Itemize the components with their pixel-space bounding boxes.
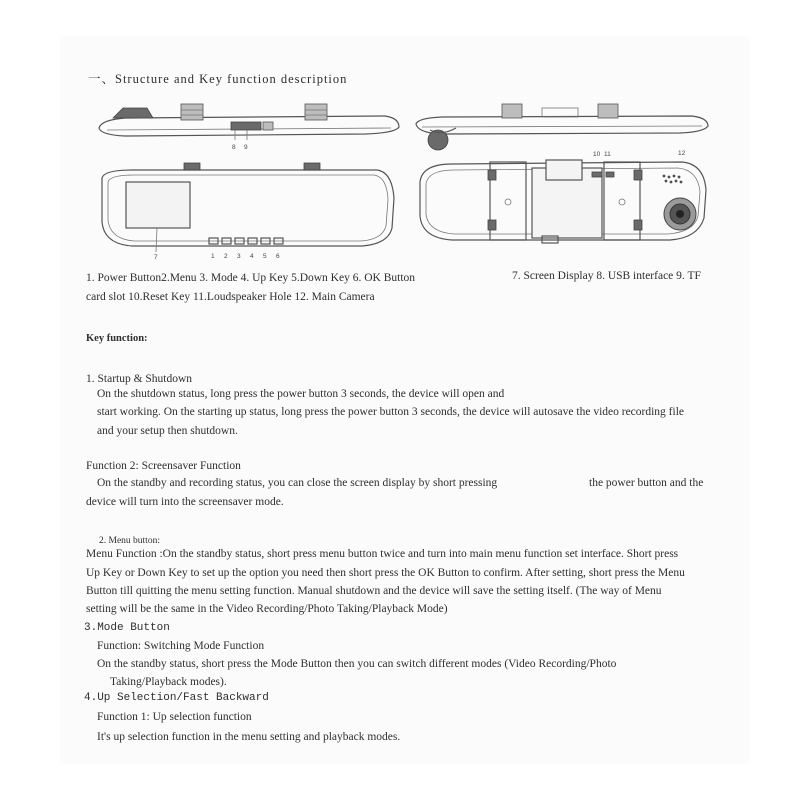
startup-heading: 1. Startup & Shutdown (86, 373, 193, 385)
legend-line-1-right: 7. Screen Display 8. USB interface 9. TF (512, 270, 701, 282)
label-5: 5 (263, 253, 267, 260)
mirror-top-view-diagram (95, 100, 405, 155)
label-4: 4 (250, 253, 254, 260)
label-9: 9 (244, 144, 248, 151)
mirror-front-view-diagram (92, 158, 402, 264)
screensaver-line-2: device will turn into the screensaver mode. (86, 496, 284, 508)
menu-line-2: Up Key or Down Key to set up the option you need then short press the OK Button to confirm. After setting, short press the Menu (86, 567, 685, 579)
up-heading: 4.Up Selection/Fast Backward (84, 692, 269, 704)
menu-line-4: setting will be the same in the Video Recording/Photo Taking/Playback Mode) (86, 603, 448, 615)
loudspeaker-hole (663, 175, 682, 183)
mode-line-2: On the standby status, short press the Mode Button then you can switch different modes (Video Recording/Photo (97, 658, 617, 670)
label-1: 1 (211, 253, 215, 260)
up-line-1: Function 1: Up selection function (97, 711, 252, 723)
startup-line-1: On the shutdown status, long press the power button 3 seconds, the device will open and (97, 388, 505, 400)
section-title: 一、Structure and Key function description (88, 72, 348, 86)
label-6: 6 (276, 253, 280, 260)
startup-line-3: and your setup then shutdown. (97, 425, 238, 437)
mode-heading: 3.Mode Button (84, 622, 170, 634)
label-8: 8 (232, 144, 236, 151)
startup-line-2: start working. On the starting up status, long press the power button 3 seconds, the device will autosave the video recording file (97, 406, 685, 418)
label-2: 2 (224, 253, 228, 260)
menu-heading: 2. Menu button: (99, 536, 160, 546)
mode-line-1: Function: Switching Mode Function (97, 640, 265, 652)
screensaver-line-1-right: the power button and the (589, 477, 704, 489)
up-line-2: It's up selection function in the menu setting and playback modes. (97, 731, 401, 743)
legend-line-1-left: 1. Power Button2.Menu 3. Mode 4. Up Key 5.Down Key 6. OK Button (86, 272, 416, 284)
mirror-rear-view-diagram (412, 146, 714, 250)
legend-line-2: card slot 10.Reset Key 11.Loudspeaker Hole 12. Main Camera (86, 291, 375, 303)
screensaver-heading: Function 2: Screensaver Function (86, 460, 241, 472)
key-function-heading: Key function: (86, 333, 148, 344)
label-11: 11 (604, 151, 611, 158)
label-3: 3 (237, 253, 241, 260)
screensaver-line-1-left: On the standby and recording status, you can close the screen display by short pressing (97, 477, 498, 489)
menu-line-3: Button till quitting the menu setting function. Manual shutdown and the device will save the setting itself. (The way of Menu (86, 585, 662, 597)
label-12: 12 (678, 150, 686, 157)
label-10: 10 (593, 151, 601, 158)
label-7: 7 (154, 254, 158, 261)
mode-line-3: Taking/Playback modes). (110, 676, 227, 688)
menu-line-1: Menu Function :On the standby status, short press menu button twice and turn into main menu function set interface. Short press (86, 548, 679, 560)
